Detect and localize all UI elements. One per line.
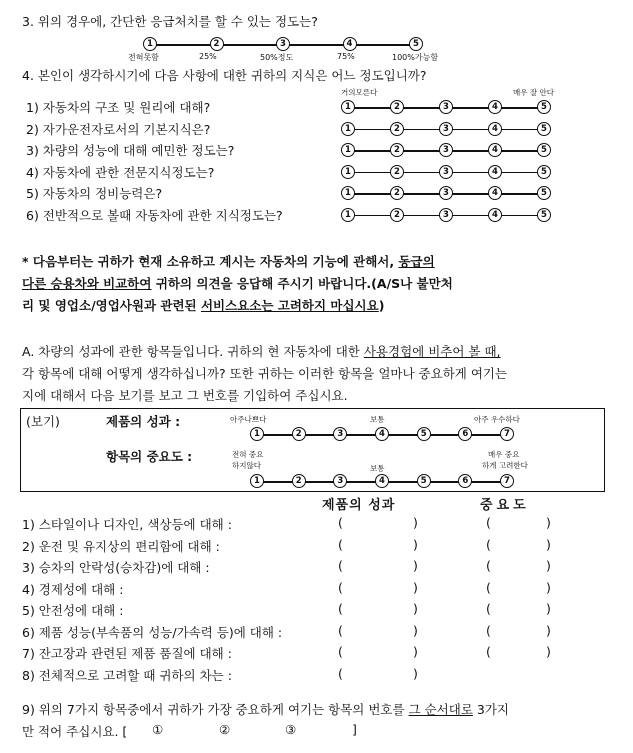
q9-rank-1[interactable]: ① (152, 722, 164, 737)
q4-item-5-scale-option-5[interactable]: 5 (537, 186, 551, 200)
open-paren: ( (486, 579, 491, 595)
notice-text-3c: ) (378, 298, 385, 313)
q9-line-1 (22, 700, 509, 718)
example-imp-scale-option-4: 4 (375, 474, 389, 488)
open-paren: ( (338, 558, 343, 573)
example-imp-low-1: 전혀 중요 (232, 450, 264, 459)
q3-scale-option-2[interactable]: 2 (210, 37, 224, 51)
example-imp-label: 항목의 중요도 : (106, 449, 193, 464)
q3-label-4: 75% (337, 52, 355, 61)
item-6-label: 6) 제품 성능(부속품의 성능/가속력 등)에 대해 : (22, 624, 283, 640)
example-perf-mid: 보통 (370, 415, 385, 424)
notice-text-1b: 동급의 (398, 254, 435, 269)
q9-close-bracket: ] (352, 722, 357, 737)
open-paren: ( (486, 601, 491, 616)
q4-item-5-scale-option-2[interactable]: 2 (390, 186, 404, 200)
example-imp-high-1: 매우 중요 (488, 450, 520, 459)
q4-item-3-scale-option-2[interactable]: 2 (390, 143, 404, 157)
open-paren: ( (486, 622, 491, 638)
q4-item-3-scale-option-4[interactable]: 4 (488, 143, 502, 157)
q9-text-1a: 9) 위의 7가지 항목중에서 귀하가 가장 중요하게 여기는 항목의 번호를 (22, 702, 409, 717)
q4-anchor-low: 거의모른다 (341, 88, 378, 97)
example-perf-scale-option-2: 2 (292, 427, 306, 441)
notice-line-2 (22, 274, 453, 292)
open-paren: ( (486, 515, 491, 530)
notice-text-2a: 다른 승용차와 비교하여 (22, 276, 152, 291)
column-imp: 중요도 (480, 498, 530, 513)
q4-item-4-label: 4) 자동차에 관한 전문지식정도는? (26, 164, 215, 180)
item-1-label: 1) 스타일이나 디자인, 색상등에 대해 : (22, 517, 232, 532)
item-3-label: 3) 승차의 안락성(승차감)에 대해 : (22, 560, 210, 575)
example-imp-low-2: 하지않다 (232, 461, 261, 470)
example-imp-scale-option-6: 6 (458, 474, 472, 488)
close-paren: ) (546, 536, 551, 552)
q4-text: 4. 본인이 생각하시기에 다음 사항에 대한 귀하의 지식은 어느 정도입니까? (22, 68, 427, 83)
q4-item-6-scale-option-4[interactable]: 4 (488, 208, 502, 222)
q4-item-1-scale-option-3[interactable]: 3 (439, 100, 453, 114)
notice-text-1a: * 다음부터는 귀하가 현재 소유하고 계시는 자동차의 기능에 관해서, (22, 254, 399, 269)
example-imp-scale-option-5: 5 (417, 474, 431, 488)
example-perf-scale-option-1: 1 (250, 427, 264, 441)
sectionA-line-3: 지에 대해서 다음 보기를 보고 그 번호를 기입하여 주십시요. (22, 388, 348, 403)
q3-scale-option-4[interactable]: 4 (343, 37, 357, 51)
q4-item-1-scale-option-4[interactable]: 4 (488, 100, 502, 114)
close-paren: ) (413, 536, 418, 552)
close-paren: ) (546, 644, 551, 659)
sectionA-text-1b: 사용경험에 비추어 볼 때, (363, 344, 501, 359)
q4-item-3-scale[interactable] (341, 143, 551, 157)
q3-scale-option-3[interactable]: 3 (276, 37, 290, 51)
sectionA-line-2: 각 항목에 대해 어떻게 생각하십니까? 또한 귀하는 이러한 항목을 얼마나 중요하게 여기는 (22, 366, 508, 381)
q3-scale[interactable] (143, 37, 423, 51)
q4-item-3-scale-option-3[interactable]: 3 (439, 143, 453, 157)
example-perf-scale-option-4: 4 (375, 427, 389, 441)
q9-rank-3[interactable]: ③ (285, 722, 297, 737)
close-paren: ) (546, 515, 551, 530)
q9-text-1c: 3가지 (472, 702, 509, 717)
q4-item-1-scale-option-5[interactable]: 5 (537, 100, 551, 114)
q4-item-6-label: 6) 전반적으로 볼때 자동차에 관한 지식정도는? (26, 207, 283, 223)
example-label: (보기) (26, 414, 60, 429)
q4-item-2-scale[interactable] (341, 122, 551, 136)
example-perf-low: 아주나쁘다 (230, 415, 267, 424)
sectionA-text-1a: A. 차량의 성과에 관한 항목들입니다. 귀하의 현 자동차에 대한 (22, 344, 364, 359)
close-paren: ) (413, 601, 418, 616)
q4-item-4-scale[interactable] (341, 165, 551, 179)
q4-anchor-high: 매우 잘 안다 (513, 88, 554, 97)
notice-text-2b: 귀하의 의견을 응답해 주시기 바랍니다.(A/S나 불만처 (151, 276, 453, 291)
q4-item-5-scale-option-4[interactable]: 4 (488, 186, 502, 200)
notice-text-3b: 서비스요소는 고려하지 마십시요 (200, 298, 379, 313)
example-perf-scale-option-3: 3 (333, 427, 347, 441)
q4-item-2-label: 2) 자가운전자로서의 기본지식은? (26, 121, 211, 137)
close-paren: ) (413, 558, 418, 573)
example-perf-high: 아주 우수하다 (474, 415, 520, 424)
q4-item-1-scale-option-2[interactable]: 2 (390, 100, 404, 114)
q4-item-1-label: 1) 자동차의 구조 및 원리에 대해? (26, 100, 211, 115)
example-imp-scale-option-1: 1 (250, 474, 264, 488)
open-paren: ( (338, 515, 343, 530)
item-7-label: 7) 잔고장과 관련된 제품 품질에 대해 : (22, 646, 232, 661)
example-imp-scale (250, 474, 514, 488)
q4-item-6-scale-option-5[interactable]: 5 (537, 208, 551, 222)
q4-item-2-scale-option-1[interactable]: 1 (341, 122, 355, 136)
q3-label-1: 전혀못함 (128, 53, 159, 62)
q4-item-3-label: 3) 차량의 성능에 대해 예민한 정도는? (26, 143, 235, 158)
q4-item-6-scale[interactable] (341, 208, 551, 222)
q3-label-5: 100%가능함 (392, 53, 439, 62)
notice-text-3a: 리 및 영업소/영업사원과 관련된 (22, 298, 201, 313)
q4-item-2-scale-option-4[interactable]: 4 (488, 122, 502, 136)
example-perf-label: 제품의 성과 : (106, 414, 181, 429)
open-paren: ( (338, 622, 343, 638)
q4-item-1-scale[interactable] (341, 100, 551, 114)
close-paren: ) (546, 601, 551, 616)
q4-item-1-scale-option-1[interactable]: 1 (341, 100, 355, 114)
q3-scale-option-1[interactable]: 1 (143, 37, 157, 51)
example-perf-scale (250, 427, 514, 441)
q4-item-2-scale-option-3[interactable]: 3 (439, 122, 453, 136)
open-paren: ( (338, 579, 343, 595)
q3-text: 3. 위의 경우에, 간단한 응급처치를 할 수 있는 정도는? (22, 14, 318, 29)
close-paren: ) (413, 665, 418, 681)
q4-item-6-scale-option-1[interactable]: 1 (341, 208, 355, 222)
sectionA-line-1 (22, 342, 501, 360)
open-paren: ( (338, 536, 343, 552)
q3-label-2: 25% (199, 52, 217, 61)
q4-item-6-scale-option-3[interactable]: 3 (439, 208, 453, 222)
q9-line-2: 만 적어 주십시요. [ (22, 724, 128, 739)
open-paren: ( (338, 665, 343, 681)
q9-text-1b: 그 순서대로 (408, 702, 473, 717)
close-paren: ) (546, 622, 551, 638)
open-paren: ( (486, 644, 491, 659)
q4-item-6-scale-option-2[interactable]: 2 (390, 208, 404, 222)
item-5-label: 5) 안전성에 대해 : (22, 603, 124, 618)
q9-rank-2[interactable]: ② (219, 722, 231, 737)
open-paren: ( (338, 644, 343, 659)
q4-item-4-scale-option-3[interactable]: 3 (439, 165, 453, 179)
example-imp-high-2: 하게 고려한다 (482, 461, 528, 470)
q3-label-3: 50%정도 (260, 53, 294, 62)
close-paren: ) (413, 579, 418, 595)
q4-item-4-scale-option-5[interactable]: 5 (537, 165, 551, 179)
q4-item-5-label: 5) 자동차의 정비능력은? (26, 186, 163, 201)
close-paren: ) (546, 579, 551, 595)
example-perf-scale-option-7: 7 (500, 427, 514, 441)
example-imp-scale-option-3: 3 (333, 474, 347, 488)
close-paren: ) (413, 644, 418, 659)
q4-item-3-scale-option-5[interactable]: 5 (537, 143, 551, 157)
example-perf-scale-option-6: 6 (458, 427, 472, 441)
q4-item-4-scale-option-1[interactable]: 1 (341, 165, 355, 179)
q4-item-4-scale-option-4[interactable]: 4 (488, 165, 502, 179)
close-paren: ) (546, 558, 551, 573)
item-4-label: 4) 경제성에 대해 : (22, 581, 124, 597)
q4-item-5-scale-option-1[interactable]: 1 (341, 186, 355, 200)
q4-item-2-scale-option-5[interactable]: 5 (537, 122, 551, 136)
example-imp-scale-option-7: 7 (500, 474, 514, 488)
column-perf: 제품의 성과 (322, 498, 396, 513)
q4-item-2-scale-option-2[interactable]: 2 (390, 122, 404, 136)
example-perf-scale-option-5: 5 (417, 427, 431, 441)
notice-line-1 (22, 252, 435, 270)
open-paren: ( (486, 536, 491, 552)
example-imp-mid: 보통 (370, 464, 385, 473)
notice-line-3 (22, 296, 384, 314)
item-2-label: 2) 운전 및 유지상의 편리함에 대해 : (22, 538, 220, 554)
q4-item-3-scale-option-1[interactable]: 1 (341, 143, 355, 157)
q4-item-4-scale-option-2[interactable]: 2 (390, 165, 404, 179)
open-paren: ( (338, 601, 343, 616)
close-paren: ) (413, 622, 418, 638)
q4-item-5-scale[interactable] (341, 186, 551, 200)
item-8-label: 8) 전체적으로 고려할 때 귀하의 차는 : (22, 667, 232, 683)
q3-scale-option-5[interactable]: 5 (409, 37, 423, 51)
q4-item-5-scale-option-3[interactable]: 3 (439, 186, 453, 200)
example-imp-scale-option-2: 2 (292, 474, 306, 488)
close-paren: ) (413, 515, 418, 530)
open-paren: ( (486, 558, 491, 573)
